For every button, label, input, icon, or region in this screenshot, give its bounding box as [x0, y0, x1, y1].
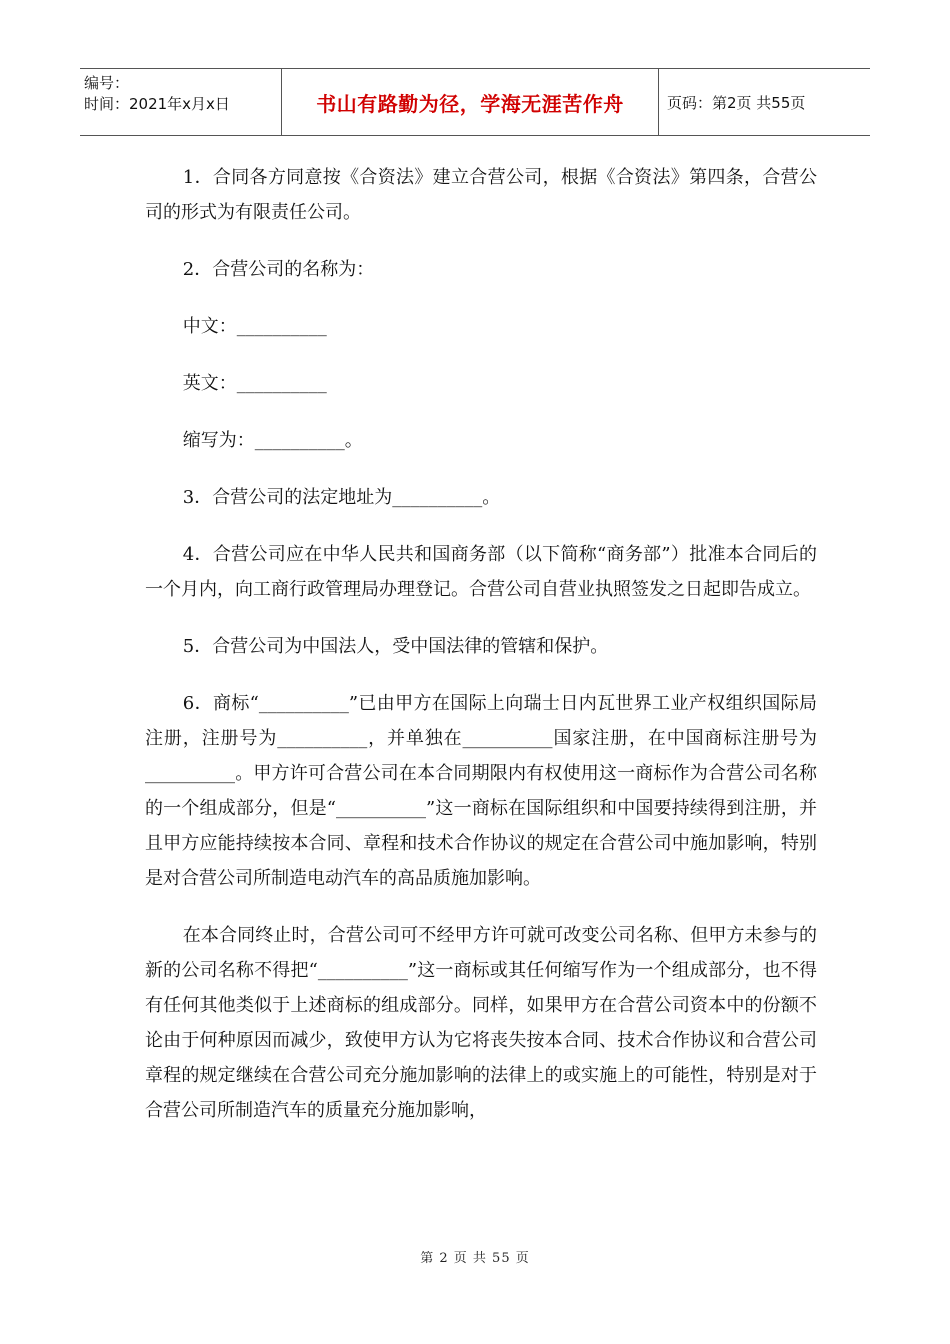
clause-6-trademark: 6．商标“__________”已由甲方在国际上向瑞士日内瓦世界工业产权组织国际局注册，注册号为__________，并单独在__________国家注册，在中国商标注册号为__________。甲方许可合营公司在本合同期限内有权使用这一商标作为合营公司名称的一个组成部分，但是“__________”这一商标在国际组织和中国要持续得到注册，并且甲方应能持续按本合同、章程和技术合作协议的规定在合营公司中施加影响，特别是对合营公司所制造电动汽车的高品质施加影响。	[145, 693, 817, 889]
company-name-english: 英文：__________	[182, 373, 327, 394]
clause-2-company-name: 2．合营公司的名称为：	[182, 259, 375, 280]
clause-1: 1．合同各方同意按《合资法》建立合营公司，根据《合资法》第四条，合营公司的形式为有限责任公司。	[145, 167, 817, 223]
company-name-abbreviation: 缩写为：__________。	[182, 430, 363, 451]
document-number-label: 编号：	[84, 74, 130, 92]
header-page-cell	[659, 69, 870, 135]
document-body	[145, 160, 817, 1150]
clause-5-legal-person: 5．合营公司为中国法人，受中国法律的管辖和保护。	[182, 636, 609, 657]
header-motto: 书山有路勤为径，学海无涯苦作舟	[316, 91, 624, 116]
header-info-cell	[80, 69, 282, 135]
header-page-info: 页码：第2页 共55页	[667, 93, 806, 112]
clause-4-registration: 4．合营公司应在中华人民共和国商务部（以下简称“商务部”）批准本合同后的一个月内，向工商行政管理局办理登记。合营公司自营业执照签发之日起即告成立。	[145, 544, 817, 600]
company-name-chinese: 中文：__________	[182, 316, 327, 337]
document-date: 时间：2021年x月x日	[84, 95, 230, 113]
page-footer: 第 2 页 共 55 页	[420, 1251, 530, 1266]
header-motto-cell	[282, 69, 659, 135]
clause-6-termination: 在本合同终止时，合营公司可不经甲方许可就可改变公司名称、但甲方未参与的新的公司名称不得把“__________”这一商标或其任何缩写作为一个组成部分，也不得有任何其他类似于上述商标的组成部分。同样，如果甲方在合营公司资本中的份额不论由于何种原因而减少，致使甲方认为它将丧失按本合同、技术合作协议和合营公司章程的规定继续在合营公司充分施加影响的法律上的或实施上的可能性，特别是对于合营公司所制造汽车的质量充分施加影响，	[145, 925, 817, 1121]
document-header	[80, 68, 870, 136]
clause-3-address: 3．合营公司的法定地址为__________。	[182, 487, 501, 508]
